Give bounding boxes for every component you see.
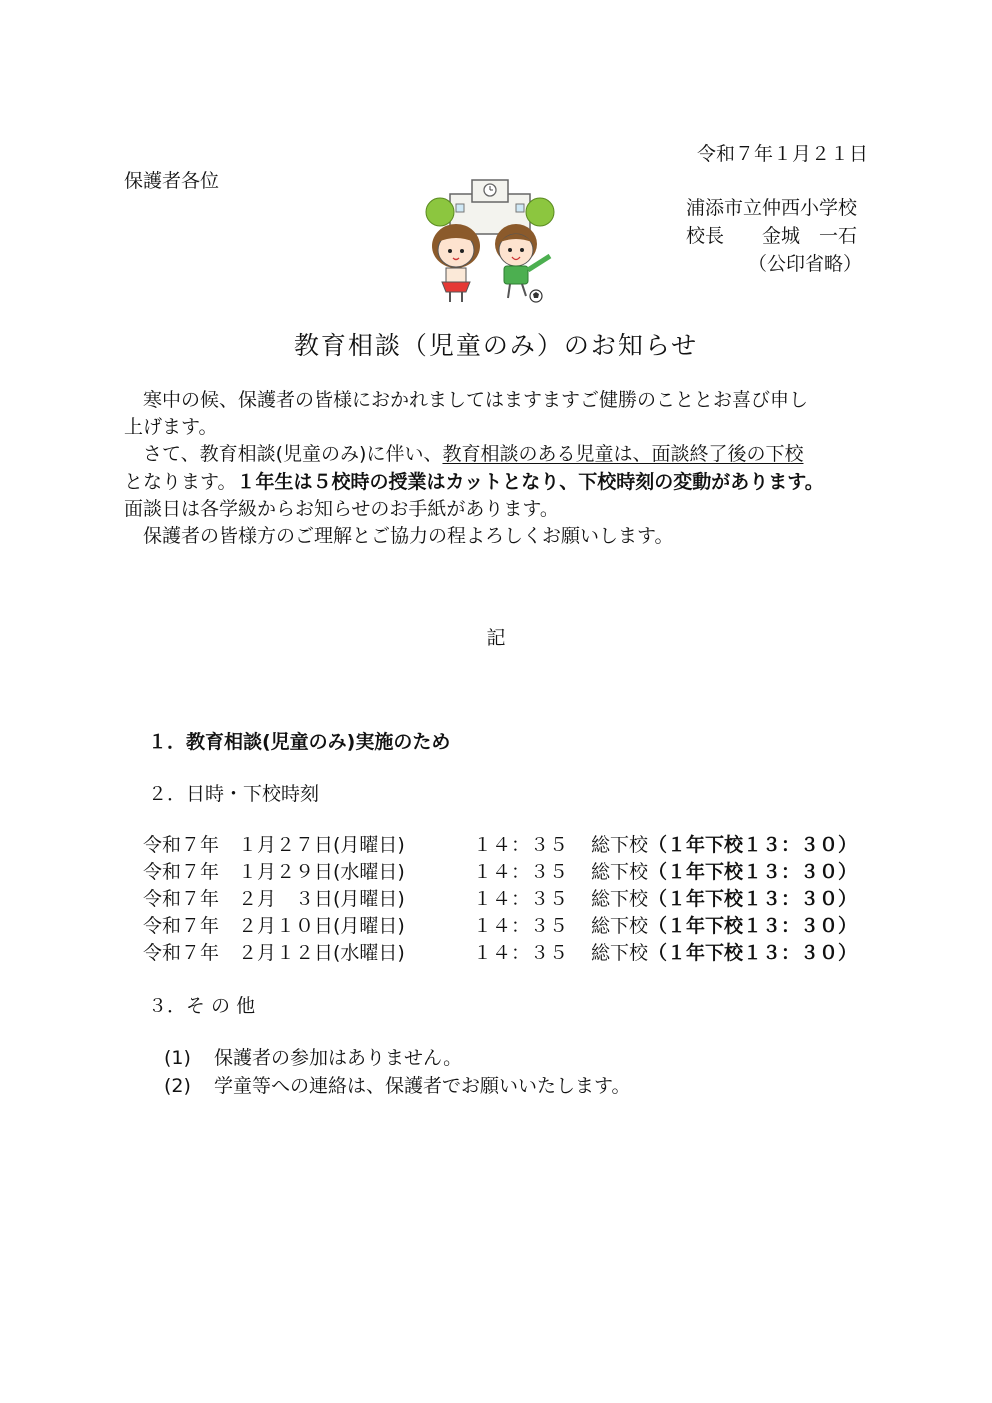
schedule-note: （１年下校１３：３０） bbox=[648, 942, 858, 964]
schedule-date: 令和７年 ２月１０日(月曜日) bbox=[143, 915, 405, 937]
body-line-letter: 面談日は各学級からお知らせのお手紙があります。 bbox=[124, 498, 559, 520]
schedule-label: 総下校 bbox=[591, 861, 649, 883]
recipient: 保護者各位 bbox=[124, 170, 220, 192]
schedule-note: （１年下校１３：３０） bbox=[648, 861, 858, 883]
notice-title: 教育相談（児童のみ）のお知らせ bbox=[293, 331, 699, 360]
body-line-closing bbox=[124, 523, 674, 549]
body-text: となります。 bbox=[124, 471, 237, 493]
notice-date: 令和７年１月２１日 bbox=[696, 143, 868, 165]
schedule-row bbox=[143, 940, 857, 966]
note-item bbox=[164, 1045, 462, 1071]
body-text: 保護者の皆様方のご理解とご協力の程よろしくお願いします。 bbox=[143, 525, 674, 547]
body-line-greeting bbox=[124, 387, 808, 413]
schedule-date: 令和７年 ２月 ３日(月曜日) bbox=[143, 888, 405, 910]
note-item bbox=[164, 1073, 630, 1099]
schedule-label: 総下校 bbox=[591, 942, 649, 964]
body-text: さて、教育相談(児童のみ)に伴い、 bbox=[143, 443, 443, 465]
schedule-label: 総下校 bbox=[591, 834, 649, 856]
note-text: 学童等への連絡は、保護者でお願いいたします。 bbox=[214, 1075, 631, 1097]
body-line-consultation bbox=[124, 441, 803, 467]
schedule-row bbox=[143, 832, 857, 858]
body-line-dismissal bbox=[124, 469, 824, 495]
schedule-date: 令和７年 １月２９日(水曜日) bbox=[143, 861, 405, 883]
section-3-heading: ３．そ の 他 bbox=[148, 995, 256, 1017]
section-2-heading: ２．日時・下校時刻 bbox=[148, 783, 320, 805]
body-line-greeting-end: 上げます。 bbox=[124, 416, 218, 438]
schedule-row bbox=[143, 886, 857, 912]
note-number: (1) bbox=[164, 1047, 191, 1069]
underlined-text: 教育相談のある児童は、面談終了後の下校 bbox=[442, 443, 804, 465]
schedule-label: 総下校 bbox=[591, 888, 649, 910]
schedule-row bbox=[143, 913, 857, 939]
schedule-note: （１年下校１３：３０） bbox=[648, 888, 858, 910]
body-text: 寒中の候、保護者の皆様におかれましてはますますご健勝のこととお喜び申し bbox=[143, 389, 809, 411]
school-children-illustration bbox=[410, 176, 570, 306]
school-name: 浦添市立仲西小学校 bbox=[686, 197, 858, 219]
note-text: 保護者の参加はありません。 bbox=[214, 1047, 463, 1069]
schedule-note: （１年下校１３：３０） bbox=[648, 915, 858, 937]
schedule-label: 総下校 bbox=[591, 915, 649, 937]
schedule-time: １４：３５ bbox=[473, 888, 569, 910]
schedule-date: 令和７年 ２月１２日(水曜日) bbox=[143, 942, 405, 964]
schedule-time: １４：３５ bbox=[473, 915, 569, 937]
schedule-time: １４：３５ bbox=[473, 942, 569, 964]
section-1-heading: １．教育相談(児童のみ)実施のため bbox=[148, 731, 451, 753]
ki-mark: 記 bbox=[486, 627, 506, 649]
principal-name: 校長 金城 一石 bbox=[686, 225, 858, 247]
schedule-time: １４：３５ bbox=[473, 861, 569, 883]
seal-note: （公印省略） bbox=[748, 253, 863, 275]
note-number: (2) bbox=[164, 1075, 191, 1097]
schedule-time: １４：３５ bbox=[473, 834, 569, 856]
schedule-note: （１年下校１３：３０） bbox=[648, 834, 858, 856]
schedule-date: 令和７年 １月２７日(月曜日) bbox=[143, 834, 405, 856]
bold-notice: １年生は５校時の授業はカットとなり、下校時刻の変動があります。 bbox=[236, 471, 824, 493]
schedule-row bbox=[143, 859, 857, 885]
